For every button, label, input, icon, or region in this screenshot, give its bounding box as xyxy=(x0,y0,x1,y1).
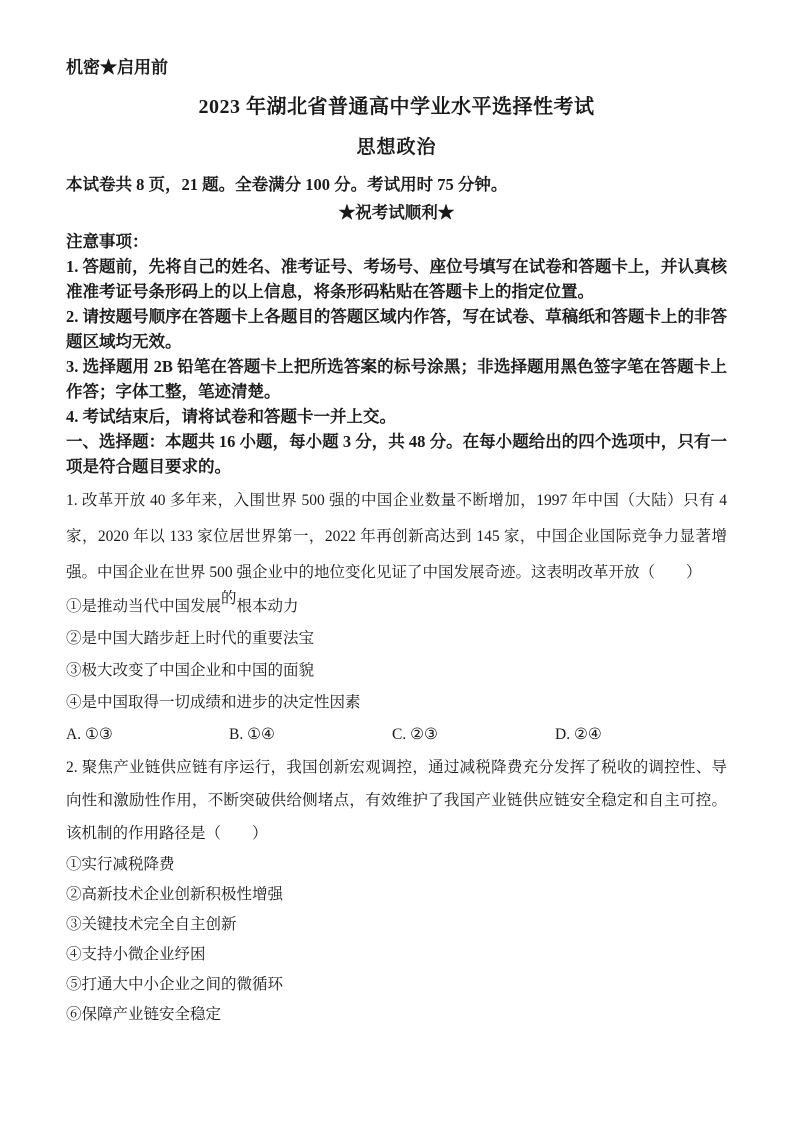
notice-section xyxy=(66,229,727,429)
question-2 xyxy=(66,751,727,1030)
question-1-choice-row xyxy=(66,719,727,751)
raised-de-character: 的 xyxy=(221,590,237,607)
notice-section-title: 注意事项： xyxy=(66,232,149,251)
notice-item-4: 4. 考试结束后，请将试卷和答题卡一并上交。 xyxy=(66,407,396,426)
question-1-choice-d: D. ②④ xyxy=(555,726,602,743)
question-1-stem: 1. 改革开放 40 多年来，入围世界 500 强的中国企业数量不断增加，1997 年中国（大陆）只有 4 家，2020 年以 133 家位居世界第一，2022 年再创新高达到 145 家，中国企业国际竞争力显著增强。中国企业在世界 500 强企业中的地位变化见证了中国发展奇迹。这表明改革开放（ ） xyxy=(66,492,727,581)
question-1-statement-1 xyxy=(66,591,727,623)
exam-subject: 思想政治 xyxy=(356,137,437,158)
question-2-statement-list xyxy=(66,850,727,1030)
exam-info-line: 本试卷共 8 页，21 题。全卷满分 100 分。考试用时 75 分钟。 xyxy=(66,175,508,194)
notice-item-1: 1. 答题前，先将自己的姓名、准考证号、考场号、座位号填写在试卷和答题卡上，并认真核准准考证号条形码上的以上信息，将条形码粘贴在答题卡上的指定位置。 xyxy=(66,257,727,301)
question-2-statement-2: ②高新技术企业创新积极性增强 xyxy=(66,886,284,903)
question-2-statement-3: ③关键技术完全自主创新 xyxy=(66,916,237,933)
question-1-statement-4: ④是中国取得一切成绩和进步的决定性因素 xyxy=(66,694,361,711)
question-1-choice-b: B. ①④ xyxy=(229,726,275,743)
statement-text-prefix: ①是推动当代中国发展 xyxy=(66,598,222,615)
section-header-multiple-choice: 一、选择题：本题共 16 小题，每小题 3 分，共 48 分。在每小题给出的四个选项中，只有一项是符合题目要求的。 xyxy=(66,432,727,476)
question-2-statement-6: ⑥保障产业链安全稳定 xyxy=(66,1006,222,1023)
question-2-statement-4: ④支持小微企业纾困 xyxy=(66,946,206,963)
question-2-stem: 2. 聚焦产业链供应链有序运行，我国创新宏观调控，通过减税降费充分发挥了税收的调控性、导向性和激励性作用，不断突破供给侧堵点，有效维护了我国产业链供应链安全稳定和自主可控。该机制的作用路径是（ ） xyxy=(66,759,727,842)
notice-item-2: 2. 请按题号顺序在答题卡上各题目的答题区域内作答，写在试卷、草稿纸和答题卡上的非答题区域均无效。 xyxy=(66,307,727,351)
question-2-statement-1: ①实行减税降费 xyxy=(66,856,175,873)
question-2-statement-5: ⑤打通大中小企业之间的微循环 xyxy=(66,976,284,993)
question-1-statement-list xyxy=(66,591,727,719)
exam-wish-line: ★祝考试顺利★ xyxy=(338,203,455,222)
classification-label: 机密★启用前 xyxy=(66,58,168,77)
question-1-choice-c: C. ②③ xyxy=(392,726,438,743)
exam-title: 2023 年湖北省普通高中学业水平选择性考试 xyxy=(198,96,595,118)
statement-text-suffix: 根本动力 xyxy=(236,598,299,615)
question-1-statement-3: ③极大改变了中国企业和中国的面貌 xyxy=(66,662,315,679)
question-1-statement-2: ②是中国大踏步赶上时代的重要法宝 xyxy=(66,630,315,647)
question-1 xyxy=(66,483,727,751)
question-1-choice-a: A. ①③ xyxy=(66,726,113,743)
notice-item-3: 3. 选择题用 2B 铅笔在答题卡上把所选答案的标号涂黑；非选择题用黑色签字笔在答题卡上作答；字体工整，笔迹清楚。 xyxy=(66,357,727,401)
